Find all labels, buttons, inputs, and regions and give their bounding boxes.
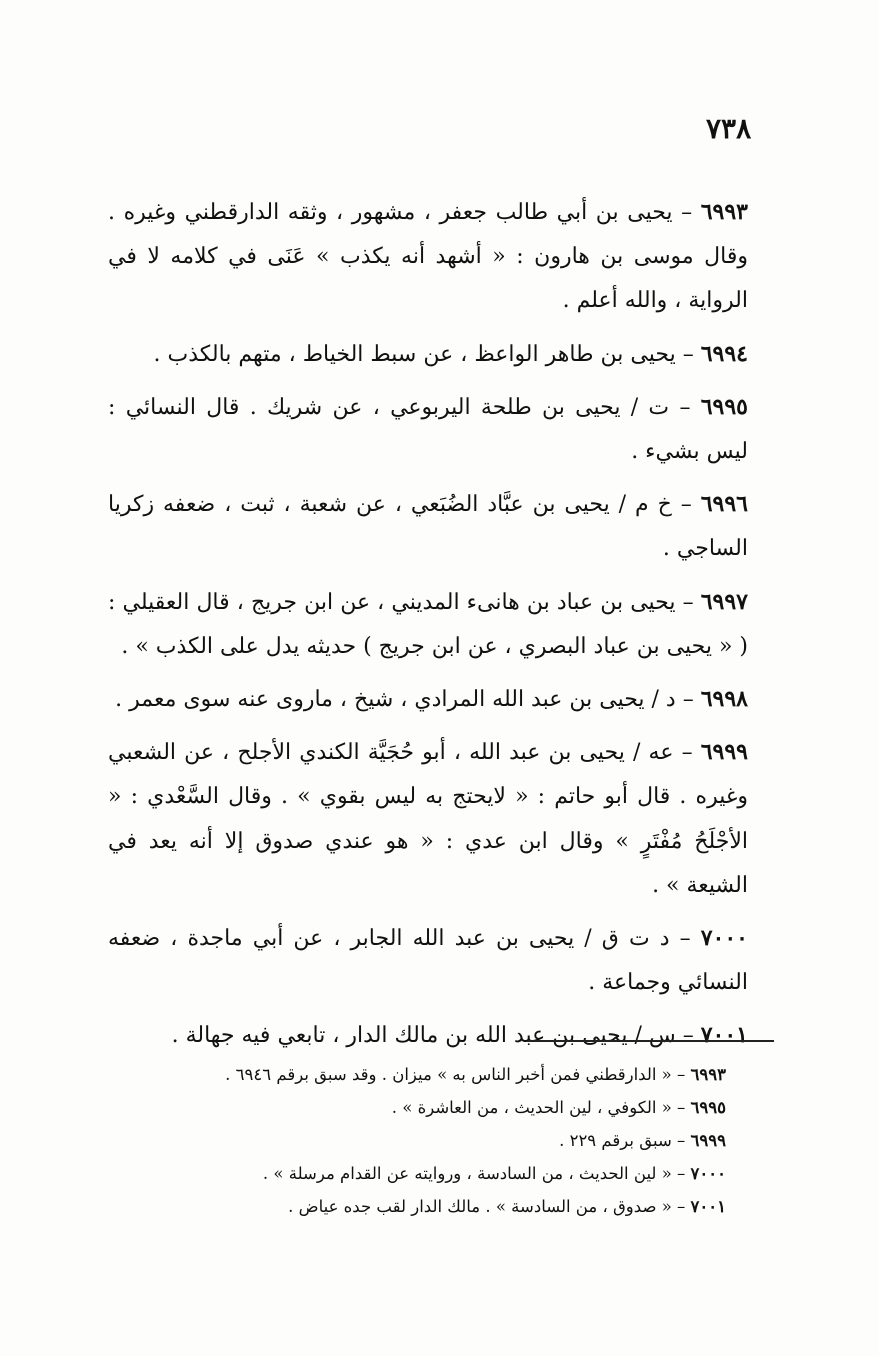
footnote-6999: ٦٩٩٩ – سبق برقم ٢٢٩ . [559,1131,726,1150]
entry-6994: ٦٩٩٤ – يحيى بن طاهر الواعظ ، عن سبط الخياط ، متهم بالكذب . [153,340,748,367]
entry-number: ٧٠٠٠ [700,925,748,952]
footnote-6995: ٦٩٩٥ – « الكوفي ، لين الحديث ، من العاشرة » . [391,1098,726,1117]
footnote-text: « الكوفي ، لين الحديث ، من العاشرة » . [391,1098,672,1117]
entry-number: ٦٩٩٩ [700,739,748,766]
page-number: ٧٣٨ [706,112,752,145]
entry-text: د / يحيى بن عبد الله المرادي ، شيخ ، ماروى عنه سوى معمر . [115,687,676,713]
entry-6998: ٦٩٩٨ – د / يحيى بن عبد الله المرادي ، شيخ ، ماروى عنه سوى معمر . [115,686,748,713]
footnote-text: « صدوق ، من السادسة » . مالك الدار لقب جده عياض . [288,1197,672,1216]
entry-number: ٦٩٩٦ [700,491,748,518]
entry-7001: ٧٠٠١ – س / يحيى بن عبد الله بن مالك الدار ، تابعي فيه جهالة . [171,1022,748,1049]
entry-text: د ت ق / يحيى بن عبد الله الجابر ، عن أبي ماجدة ، ضعفه النسائي وجماعة . [108,926,748,996]
entry-number: ٦٩٩٤ [700,340,748,367]
entry-number: ٧٠٠١ [700,1022,748,1049]
entry-6993: ٦٩٩٣ – يحيى بن أبي طالب جعفر ، مشهور ، وثقه الدارقطني وغيره . وقال موسى بن هارون : « أشهد أنه يكذب » عَنَى في كلامه لا في الرواية ، والله أعلم . [108,199,748,314]
entry-number: ٦٩٩٧ [700,588,748,615]
entry-number: ٦٩٩٨ [700,686,748,713]
entry-text: س / يحيى بن عبد الله بن مالك الدار ، تابعي فيه جهالة . [171,1023,676,1049]
entry-text: يحيى بن أبي طالب جعفر ، مشهور ، وثقه الدارقطني وغيره . وقال موسى بن هارون : « أشهد أنه يكذب » عَنَى في كلامه لا في الرواية ، والله أعلم . [108,200,748,314]
footnote-7001: ٧٠٠١ – « صدوق ، من السادسة » . مالك الدار لقب جده عياض . [288,1197,726,1216]
footnote-number: ٦٩٩٣ [690,1065,726,1084]
main-text [108,190,748,1067]
entry-text: ت / يحيى بن طلحة اليربوعي ، عن شريك . قال النسائي : ليس بشيء . [108,394,748,465]
entry-6997: ٦٩٩٧ – يحيى بن عباد بن هانىء المديني ، عن ابن جريج ، قال العقيلي : ( « يحيى بن عباد البصري ، عن ابن جريج ) حديثه يدل على الكذب » . [108,588,748,659]
entry-text: يحيى بن طاهر الواعظ ، عن سبط الخياط ، متهم بالكذب . [153,341,676,367]
footnote-6993: ٦٩٩٣ – « الدارقطني فمن أخبر الناس به » ميزان . وقد سبق برقم ٦٩٤٦ . [225,1065,726,1084]
entry-number: ٦٩٩٣ [700,199,748,225]
footnote-number: ٧٠٠١ [690,1197,726,1216]
footnote-number: ٧٠٠٠ [690,1164,726,1183]
footnote-divider [528,1040,774,1042]
entry-6999: ٦٩٩٩ – عه / يحيى بن عبد الله ، أبو حُجَيَّة الكندي الأجلح ، عن الشعبي وغيره . قال أبو حاتم : « لايحتج به ليس بقوي » . وقال السَّعْدي : « الأجْلَحُ مُفْتَرٍ » وقال ابن عدي : « هو عندي صدوق إلا أنه يعد في الشيعة » . [108,739,748,898]
footnote-text: سبق برقم ٢٢٩ . [559,1131,672,1150]
entry-text: عه / يحيى بن عبد الله ، أبو حُجَيَّة الكندي الأجلح ، عن الشعبي وغيره . قال أبو حاتم : « لايحتج به ليس بقوي » . وقال السَّعْدي : « الأجْلَحُ مُفْتَرٍ » وقال ابن عدي : « هو عندي صدوق إلا أنه يعد في الشيعة » . [108,740,748,898]
footnote-7000: ٧٠٠٠ – « لين الحديث ، من السادسة ، وروايته عن القدام مرسلة » . [262,1164,726,1183]
footnote-number: ٦٩٩٩ [690,1131,726,1150]
footnote-number: ٦٩٩٥ [690,1098,726,1117]
entry-7000: ٧٠٠٠ – د ت ق / يحيى بن عبد الله الجابر ، عن أبي ماجدة ، ضعفه النسائي وجماعة . [108,925,748,996]
entry-text: خ م / يحيى بن عبَّاد الضُبَعي ، عن شعبة ، ثبت ، ضعفه زكريا الساجي . [108,492,748,562]
entry-number: ٦٩٩٥ [700,393,748,420]
entry-6996: ٦٩٩٦ – خ م / يحيى بن عبَّاد الضُبَعي ، عن شعبة ، ثبت ، ضعفه زكريا الساجي . [108,491,748,562]
entry-text: يحيى بن عباد بن هانىء المديني ، عن ابن جريج ، قال العقيلي : ( « يحيى بن عباد البصري ، عن ابن جريج ) حديثه يدل على الكذب » . [108,589,748,659]
footnotes [118,1058,726,1223]
entry-6995: ٦٩٩٥ – ت / يحيى بن طلحة اليربوعي ، عن شريك . قال النسائي : ليس بشيء . [108,393,748,465]
footnote-text: « الدارقطني فمن أخبر الناس به » ميزان . وقد سبق برقم ٦٩٤٦ . [225,1065,672,1084]
footnote-text: « لين الحديث ، من السادسة ، وروايته عن القدام مرسلة » . [262,1164,672,1183]
